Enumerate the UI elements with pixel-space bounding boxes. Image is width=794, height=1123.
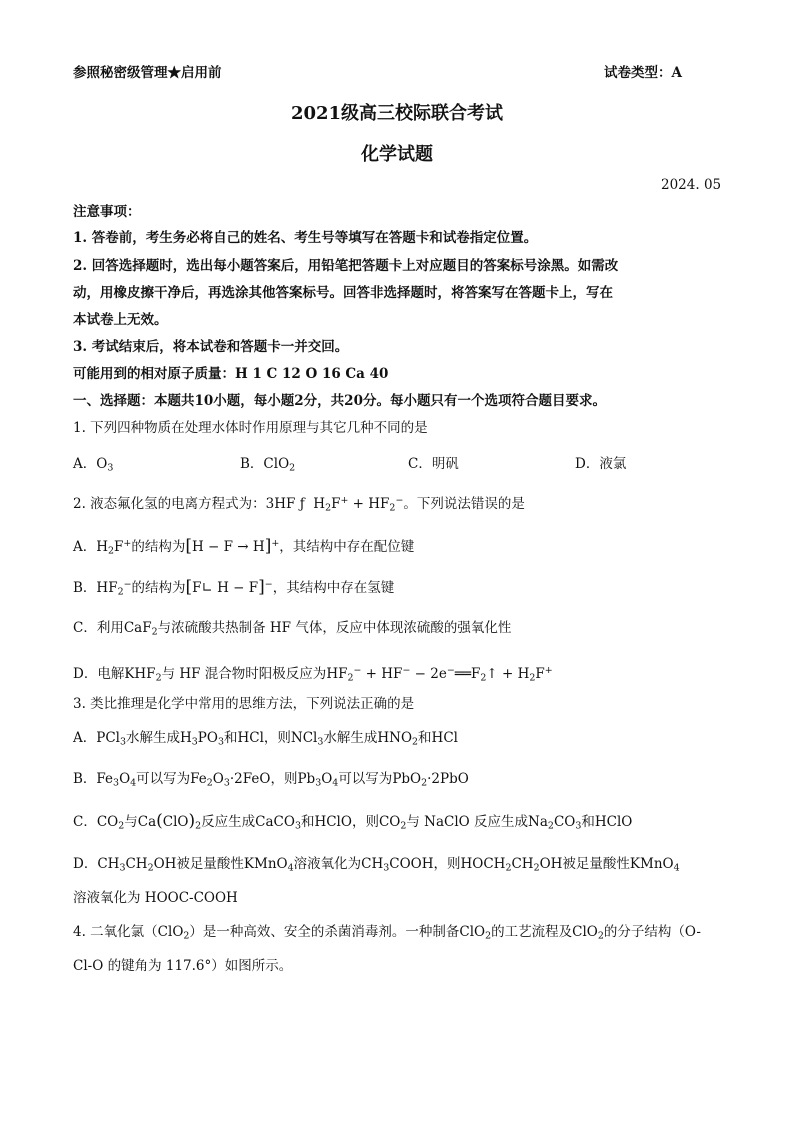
note-2-line-1: 2. 回答选择题时，选出每小题答案后，用铅笔把答题卡上对应题目的答案标号涂黑。如需改 (73, 258, 619, 274)
q2-option-d: D．电解$KHF_2$与 HF 混合物时阳极反应为$HF_2^- + HF^-$ − $2e^-══F_2↑ + H_2F^+$ (73, 664, 553, 684)
notes-heading: 注意事项： (73, 204, 141, 220)
subject-title: 化学试题 (361, 144, 433, 165)
secrecy-label: 参照秘密级管理★启用前 (73, 65, 222, 81)
q3-option-c: C．$CO_2$与$Ca(ClO)_2$反应生成CaCO$_3$和HClO，则$CO_2$与 NaClO 反应生成$Na_2CO_3$和HClO (73, 811, 633, 832)
note-1: 1. 答卷前，考生务必将自己的姓名、考生号等填写在答题卡和试卷指定位置。 (73, 230, 538, 246)
exam-date: 2024. 05 (661, 177, 722, 193)
q3-stem: 3. 类比推理是化学中常用的思维方法，下列说法正确的是 (73, 696, 415, 712)
note-3: 3. 考试结束后，将本试卷和答题卡一并交回。 (73, 339, 349, 355)
q1-option-c: C．明矾 (408, 456, 459, 472)
q3-option-a: A．PCl$_3$水解生成$H_3PO_3$和HCl，则NCl$_3$水解生成$HNO_2$和HCl (73, 730, 458, 748)
exam-title: 2021级高三校际联合考试 (290, 103, 504, 124)
q2-option-a: A．$H_2F^+$的结构为[H − F → H]+，其结构中存在配位键 (73, 536, 415, 557)
q2-option-b: B．$HF_2^-$的结构为[F∟ H − F]−，其结构中存在氢键 (73, 577, 395, 598)
note-2-line-3: 本试卷上无效。 (73, 312, 168, 328)
q3-option-d: D．$CH_3CH_2OH$被足量酸性KMnO$_4$溶液氧化为$CH_3COOH$，则$HOCH_2CH_2OH$被足量酸性KMnO$_4$ (73, 856, 680, 874)
q4-stem-line-1: 4. 二氧化氯（ClO$_2$）是一种高效、安全的杀菌消毒剂。一种制备ClO$_2$的工艺流程及ClO$_2$的分子结构（O- (73, 924, 701, 942)
q2-option-c: C．利用CaF$_2$与浓硫酸共热制备 HF 气体，反应中体现浓硫酸的强氧化性 (73, 620, 512, 638)
atomic-masses: 可能用到的相对原子质量：H 1 C 12 O 16 Ca 40 (73, 366, 389, 382)
q1-option-b: B．ClO$_2$ (240, 456, 296, 474)
q2-stem: 2. 液态氟化氢的电离方程式为：3HF ƒ $H_2F^+ + HF_2^-$。下列说法错误的是 (73, 494, 525, 514)
q1-stem: 1. 下列四种物质在处理水体时作用原理与其它几种不同的是 (73, 420, 428, 436)
section-one-heading: 一、选择题：本题共10小题，每小题2分，共20分。每小题只有一个选项符合题目要求。 (73, 393, 606, 409)
q4-stem-line-2: Cl-O 的键角为 117.6°）如图所示。 (73, 958, 293, 974)
note-2-line-2: 动，用橡皮擦干净后，再选涂其他答案标号。回答非选择题时，将答案写在答题卡上，写在 (73, 285, 613, 301)
q3-option-d-continued: 溶液氧化为 HOOC-COOH (73, 890, 238, 906)
q1-option-a: A．$O_3$ (73, 456, 114, 474)
paper-type-label: 试卷类型：A (604, 65, 682, 81)
q3-option-b: B．$Fe_3O_4$可以写为$Fe_2O_3\cdot 2FeO$，则$Pb_3O_4$可以写为PbO$_2$·2PbO (73, 771, 469, 789)
q1-option-d: D．液氯 (575, 456, 627, 472)
